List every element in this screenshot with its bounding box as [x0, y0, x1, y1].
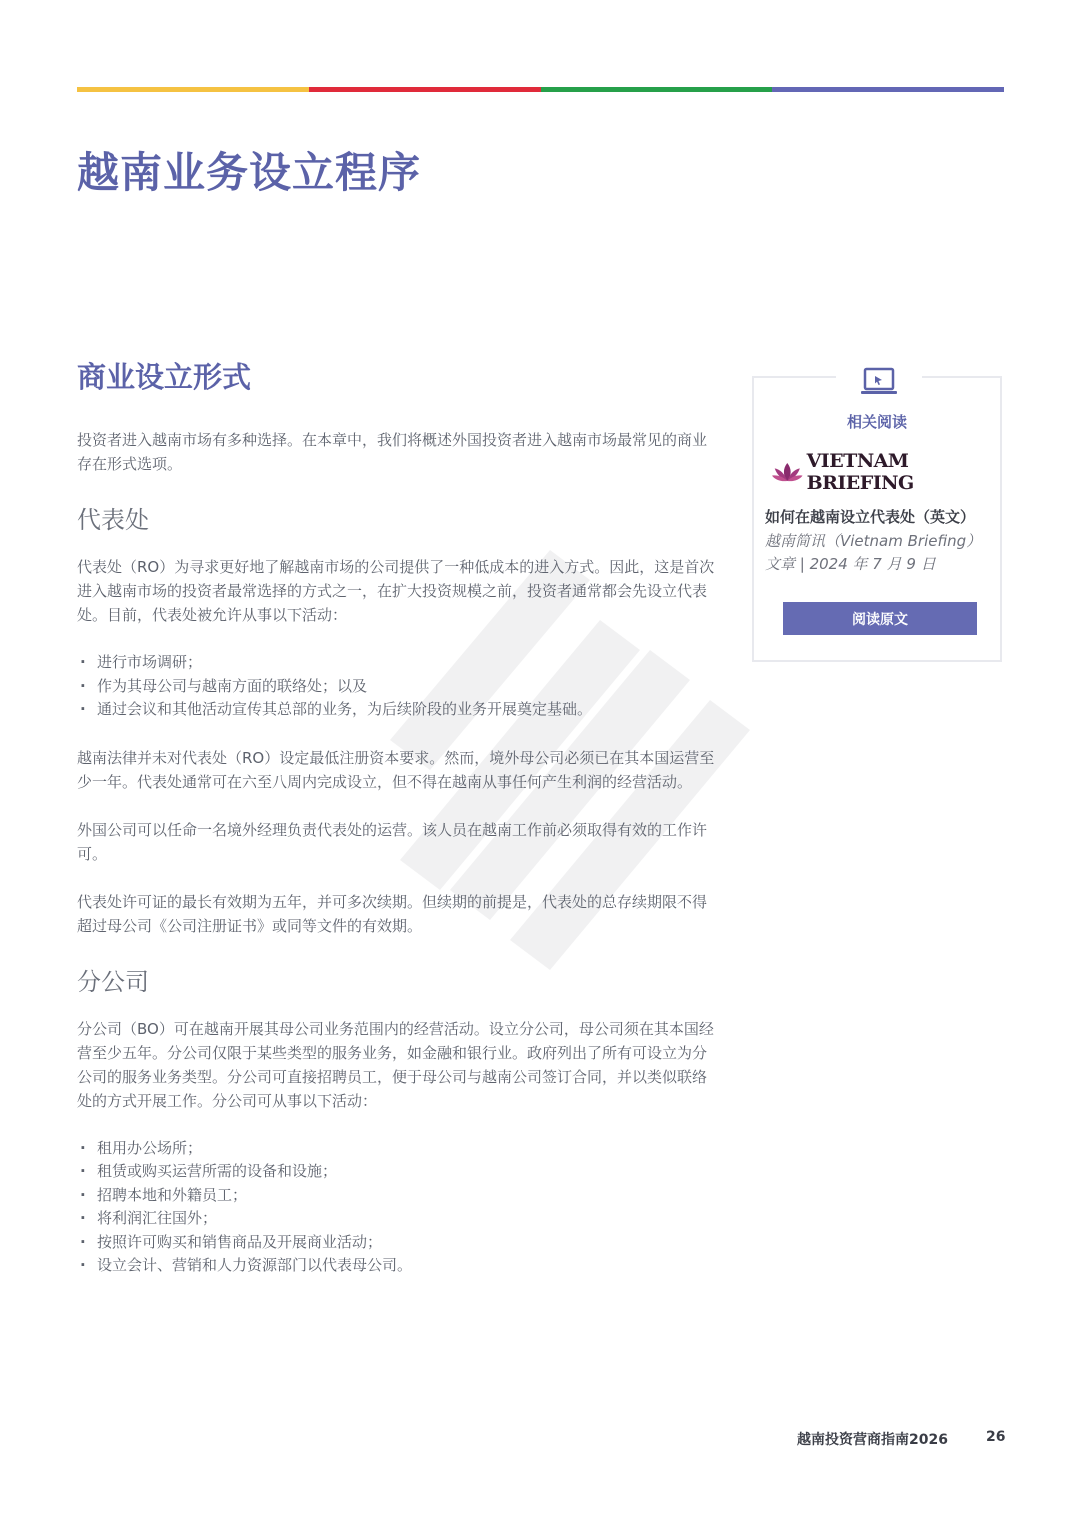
color-bar [77, 87, 1004, 92]
ro-paragraph-1: 代表处（RO）为寻求更好地了解越南市场的公司提供了一种低成本的进入方式。因此，这是首次进入越南市场的投资者最常选择的方式之一，在扩大投资规模之前，投资者通常都会先设立代表处。目前，代表处被允许从事以下活动： [77, 558, 715, 624]
related-reading-card [752, 376, 1002, 662]
ro-paragraph-4: 代表处许可证的最长有效期为五年，并可多次续期。但续期的前提是，代表处的总存续期限不得超过母公司《公司注册证书》或同等文件的有效期。 [77, 892, 708, 935]
page-title: 越南业务设立程序 [77, 148, 422, 197]
color-bar-red [309, 87, 541, 92]
bo-heading: 分公司 [77, 967, 149, 996]
ro-paragraph-2: 越南法律并未对代表处（RO）设定最低注册资本要求。然而，境外母公司必须已在其本国运营至少一年。代表处通常可在六至八周内完成设立，但不得在越南从事任何产生利润的经营活动。 [77, 748, 715, 791]
ro-paragraph-3: 外国公司可以任命一名境外经理负责代表处的运营。该人员在越南工作前必须取得有效的工作许可。 [77, 820, 708, 863]
logo-text: VIETNAM BRIEFING [806, 450, 914, 494]
bo-activity-list [77, 1137, 719, 1278]
list-item: · 招聘本地和外籍员工； [77, 1184, 719, 1208]
color-bar-blue [772, 87, 1004, 92]
list-item: · 按照许可购买和销售商品及开展商业活动； [77, 1231, 719, 1255]
article-meta: 文章 | 2024 年 7 月 9 日 [765, 555, 936, 573]
list-item: · 设立会计、营销和人力资源部门以代表母公司。 [77, 1254, 719, 1278]
vietnam-briefing-logo [772, 450, 1000, 494]
section-intro: 投资者进入越南市场有多种选择。在本章中，我们将概述外国投资者进入越南市场最常见的商业存在形式选项。 [77, 431, 708, 473]
article-source: 越南简讯（Vietnam Briefing） [765, 532, 982, 550]
list-item: · 租用办公场所； [77, 1137, 719, 1161]
lotus-icon [772, 460, 803, 484]
laptop-icon-wrap [836, 366, 922, 402]
main-content [77, 355, 719, 1302]
color-bar-green [541, 87, 773, 92]
ro-heading: 代表处 [77, 506, 149, 534]
laptop-icon [859, 366, 899, 398]
ro-activity-list [77, 651, 719, 722]
related-reading-label: 相关阅读 [846, 413, 907, 431]
article-title[interactable]: 如何在越南设立代表处（英文） [765, 508, 976, 526]
page-number: 26 [986, 1429, 1006, 1445]
footer-title: 越南投资营商指南2026 [797, 1432, 948, 1448]
list-item: · 作为其母公司与越南方面的联络处；以及 [77, 675, 719, 699]
bo-paragraph-1: 分公司（BO）可在越南开展其母公司业务范围内的经营活动。设立分公司，母公司须在其本国经营至少五年。分公司仅限于某些类型的服务业务，如金融和银行业。政府列出了所有可设立为分公司的服务业务类型。分公司可直接招聘员工，便于母公司与越南公司签订合同，并以类似联络处的方式开展工作。分公司可从事以下活动： [77, 1019, 714, 1110]
color-bar-yellow [77, 87, 309, 92]
list-item: · 进行市场调研； [77, 651, 719, 675]
section-title: 商业设立形式 [77, 360, 252, 394]
read-original-button[interactable]: 阅读原文 [783, 602, 977, 635]
list-item: · 将利润汇往国外； [77, 1207, 719, 1231]
list-item: · 通过会议和其他活动宣传其总部的业务，为后续阶段的业务开展奠定基础。 [77, 698, 719, 722]
list-item: · 租赁或购买运营所需的设备和设施； [77, 1160, 719, 1184]
